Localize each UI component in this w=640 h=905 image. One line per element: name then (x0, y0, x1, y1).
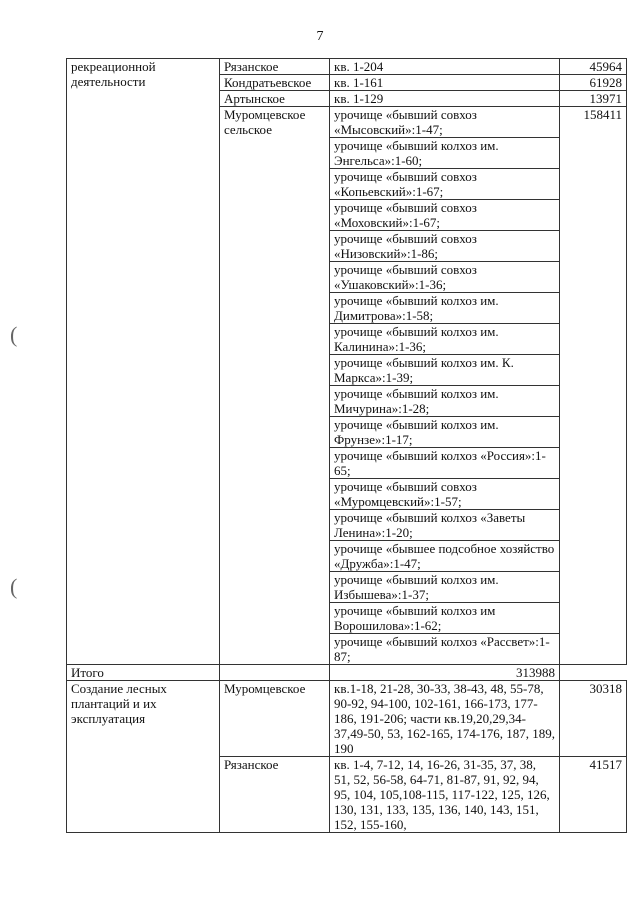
forest-use-table (66, 58, 627, 833)
tract-cell: урочище «бывший колхоз «Заветы Ленина»:1-20; (330, 510, 560, 541)
tract-cell: урочище «бывший колхоз им. Избышева»:1-37; (330, 572, 560, 603)
total-label: Итого (67, 665, 220, 681)
scan-artifact-mark: ( (10, 322, 18, 347)
total-row (67, 665, 627, 681)
total-value: 313988 (330, 665, 560, 681)
tract-cell: урочище «бывший совхоз «Копьевский»:1-67; (330, 169, 560, 200)
area-cell: 13971 (560, 91, 627, 107)
tract-cell: урочище «бывшее подсобное хозяйство «Дружба»:1-47; (330, 541, 560, 572)
quarters-cell: кв. 1-204 (330, 59, 560, 75)
table-row (67, 681, 627, 757)
tract-cell: урочище «бывший колхоз им. Димитрова»:1-58; (330, 293, 560, 324)
scan-artifact-mark: ( (10, 574, 18, 599)
tract-cell: урочище «бывший колхоз им. К. Маркса»:1-39; (330, 355, 560, 386)
area-cell: 158411 (560, 107, 627, 665)
quarters-cell: кв. 1-161 (330, 75, 560, 91)
tract-cell: урочище «бывший совхоз «Муромцевский»:1-57; (330, 479, 560, 510)
tract-cell: урочище «бывший совхоз «Моховский»:1-67; (330, 200, 560, 231)
page-number: 7 (316, 29, 324, 44)
tract-cell: урочище «бывший колхоз им Ворошилова»:1-62; (330, 603, 560, 634)
tract-cell: урочище «бывший колхоз «Россия»:1-65; (330, 448, 560, 479)
table-row (67, 59, 627, 75)
quarters-cell: кв. 1-129 (330, 91, 560, 107)
tract-cell: урочище «бывший совхоз «Ушаковский»:1-36; (330, 262, 560, 293)
purpose-cell: Создание лесных плантаций и их эксплуатация (67, 681, 220, 833)
tract-cell: урочище «бывший колхоз им. Калинина»:1-36; (330, 324, 560, 355)
tract-cell: урочище «бывший совхоз «Низовский»:1-86; (330, 231, 560, 262)
area-cell: 61928 (560, 75, 627, 91)
forestry-cell: Рязанское (220, 757, 330, 833)
forestry-cell: Муромцевское (220, 681, 330, 757)
forestry-cell: Рязанское (220, 59, 330, 75)
area-cell: 41517 (560, 757, 627, 833)
area-cell: 30318 (560, 681, 627, 757)
tract-cell: урочище «бывший колхоз «Рассвет»:1-87; (330, 634, 560, 665)
quarters-cell: кв. 1-4, 7-12, 14, 16-26, 31-35, 37, 38, 51, 52, 56-58, 64-71, 81-87, 91, 92, 94, 95, 104, 105,108-115, 117-122, 125, 126, 130, 131, 133, 135, 136, 140, 143, 151, 152, 155-160, (330, 757, 560, 833)
tract-cell: урочище «бывший колхоз им. Энгельса»:1-60; (330, 138, 560, 169)
forestry-cell: Муромцевское сельское (220, 107, 330, 665)
tract-cell: урочище «бывший совхоз «Мысовский»:1-47; (330, 107, 560, 138)
purpose-cell: рекреационной деятельности (67, 59, 220, 665)
tract-cell: урочище «бывший колхоз им. Мичурина»:1-28; (330, 386, 560, 417)
quarters-cell: кв.1-18, 21-28, 30-33, 38-43, 48, 55-78, 90-92, 94-100, 102-161, 166-173, 177-186, 191-206; части кв.19,20,29,34-37,49-50, 53, 162-165, 174-176, 187, 189, 190 (330, 681, 560, 757)
forestry-cell: Артынское (220, 91, 330, 107)
tract-cell: урочище «бывший колхоз им. Фрунзе»:1-17; (330, 417, 560, 448)
area-cell: 45964 (560, 59, 627, 75)
forestry-cell: Кондратьевское (220, 75, 330, 91)
total-empty-cell (220, 665, 330, 681)
